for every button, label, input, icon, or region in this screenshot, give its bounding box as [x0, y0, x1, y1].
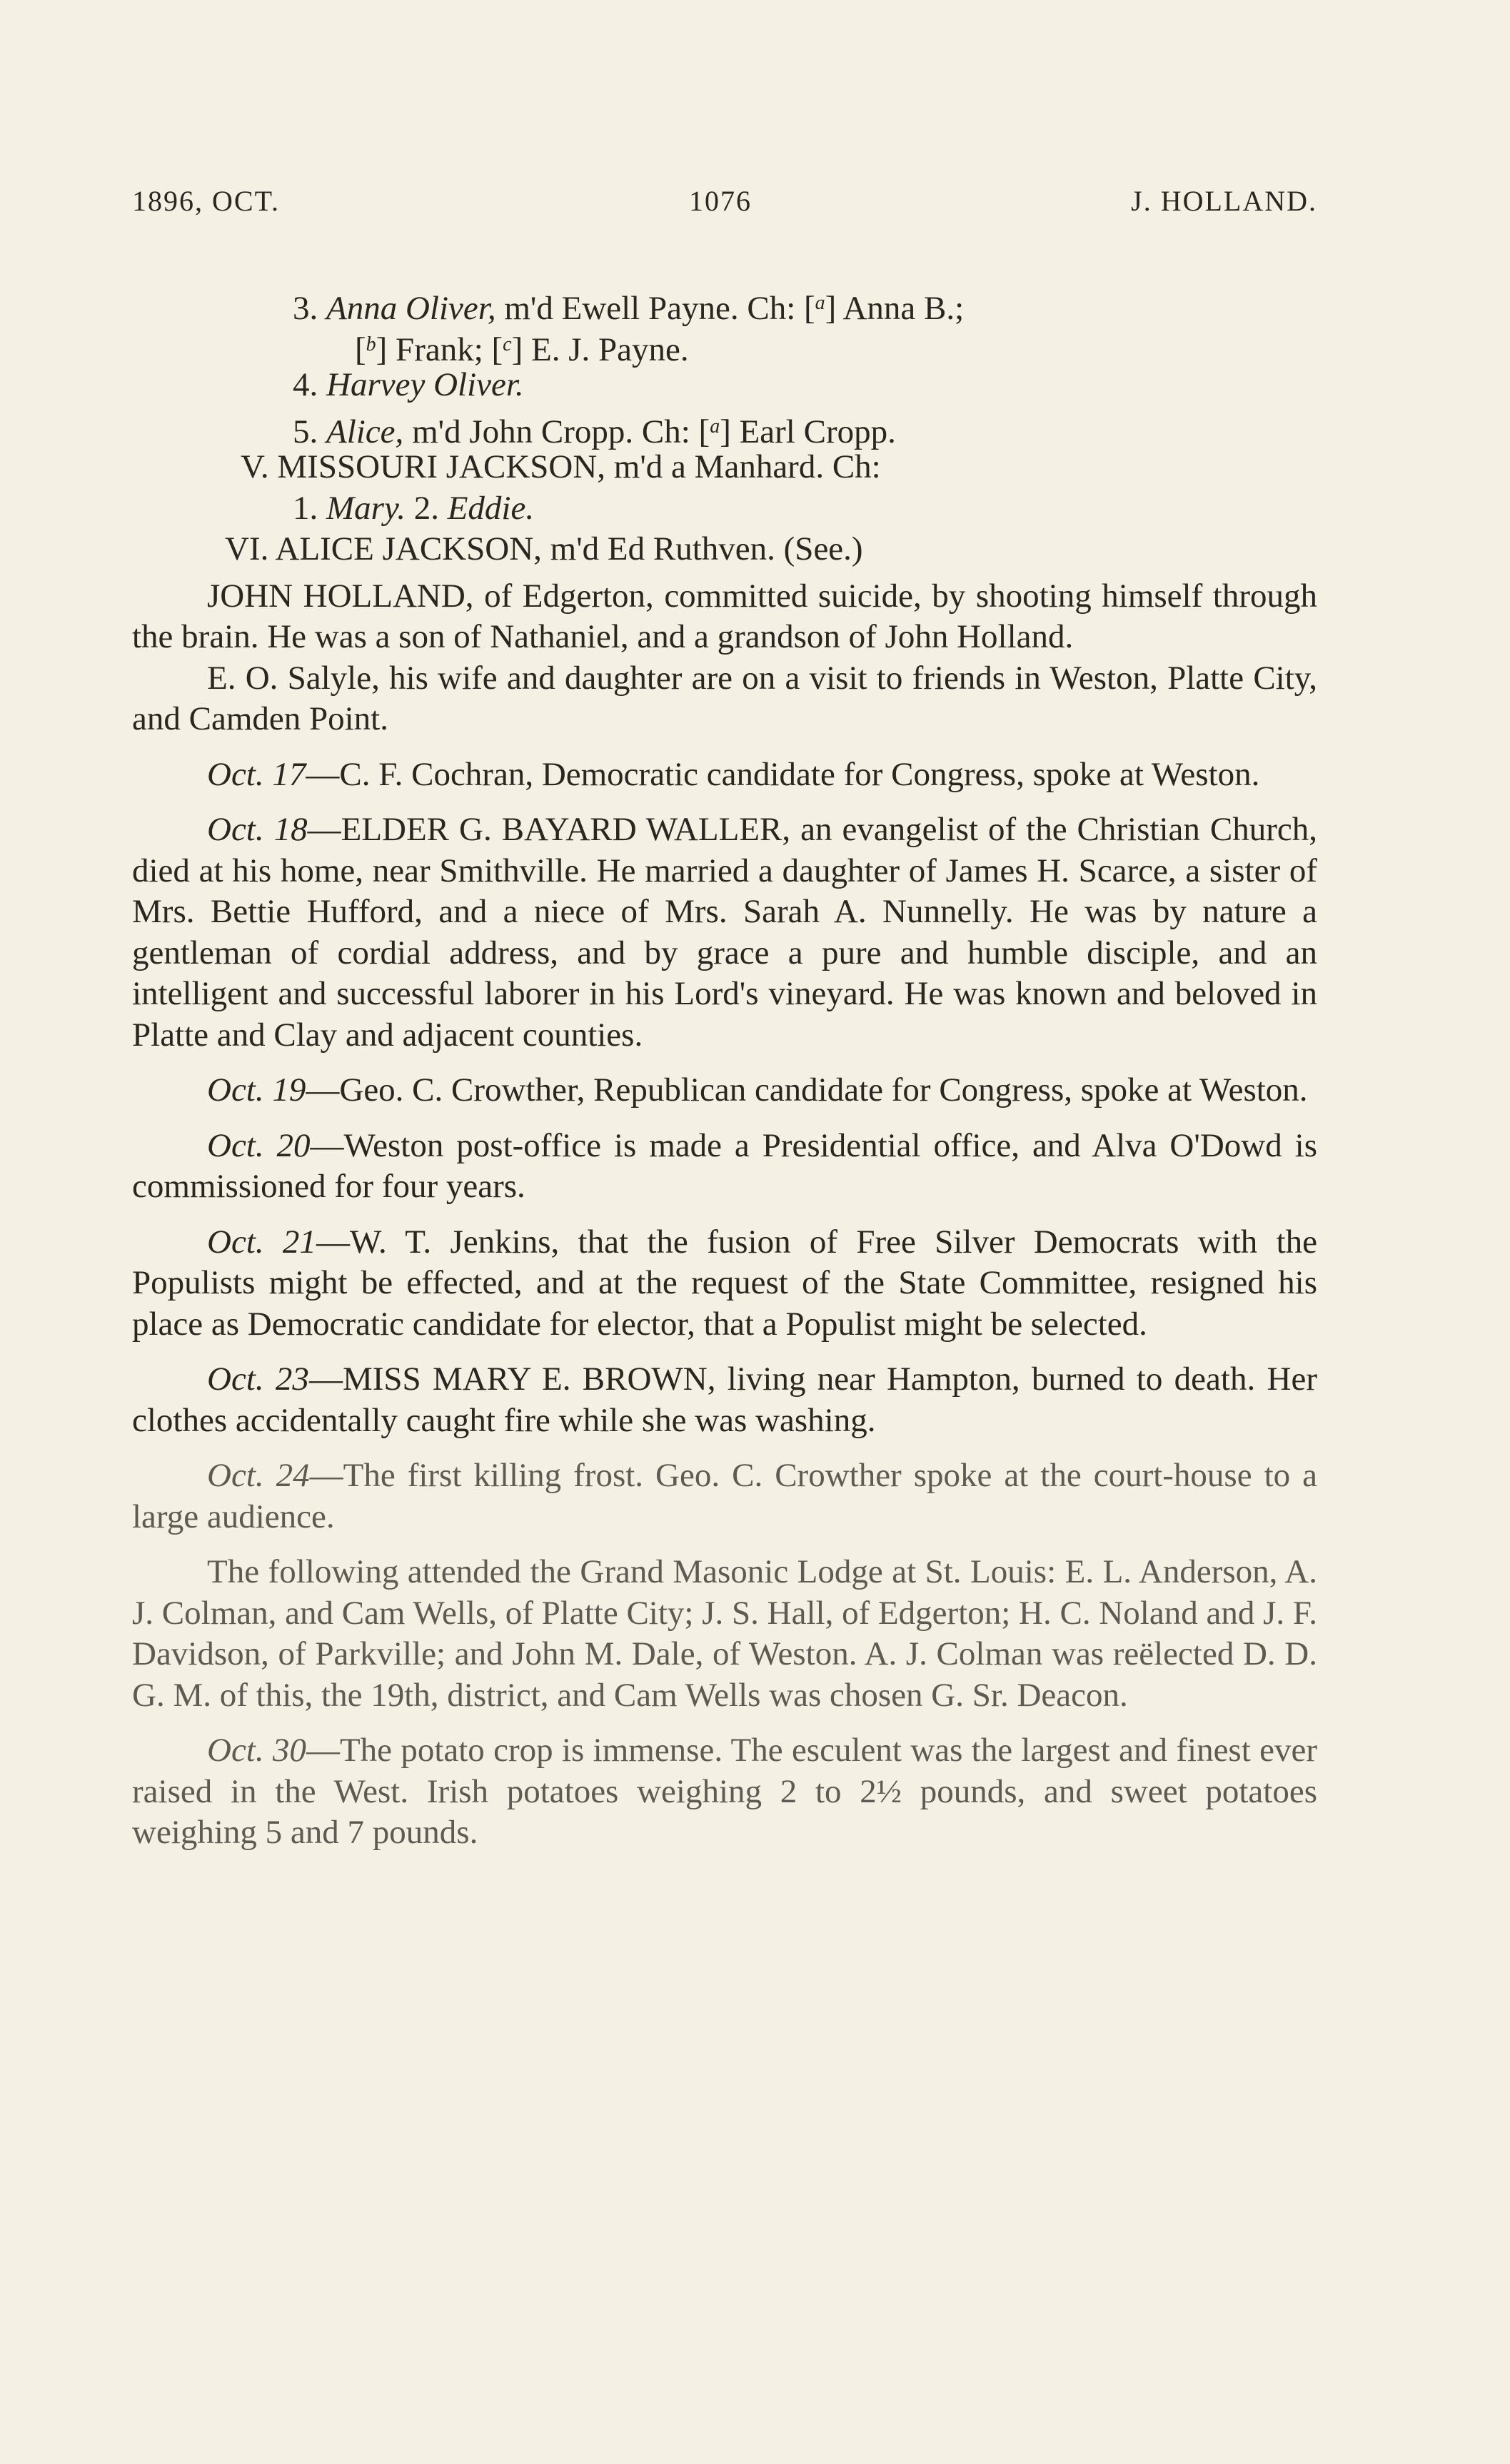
page-body	[132, 283, 1317, 1854]
paragraph-masonic-lodge: The following attended the Grand Masonic Lodge at St. Louis: E. L. Anderson, A. J. Colman, and Cam Wells, of Platte City; J. S. Hall, of Edgerton; H. C. Noland and J. F. Davidson, of Parkville; and John M. Dale, of Weston. A. J. Colman was reëlected D. D. G. M. of this, the 19th, district, and Cam Wells was chosen G. Sr. Deacon.	[132, 1553, 1317, 1714]
genealogy-item-3: 3. Anna Oliver, m'd Ewell Payne. Ch: [$^a$] Anna B.;	[293, 290, 965, 327]
genealogy-item-4: 4. Harvey Oliver.	[293, 366, 524, 403]
entry-date: Oct. 21	[207, 1223, 316, 1261]
entry-date: Oct. 23	[207, 1360, 309, 1398]
entry-oct-21: Oct. 21—W. T. Jenkins, that the fusion of Free Silver Democrats with the Populists might be effected, and at the request of the State Committee, resigned his place as Democratic candidate for elector, that a Populist might be selected.	[132, 1223, 1317, 1343]
entry-date: Oct. 19	[207, 1071, 306, 1109]
genealogy-item-5: 5. Alice, m'd John Cropp. Ch: [$^a$] Earl Cropp.	[293, 413, 896, 450]
entry-oct-23: Oct. 23—MISS MARY E. BROWN, living near Hampton, burned to death. Her clothes accidentally caught fire while she was washing.	[132, 1360, 1317, 1439]
page-number: 1076	[689, 185, 752, 217]
genealogy-item-3-continued: [$^b$] Frank; [$^c$] E. J. Payne.	[355, 330, 689, 368]
genealogy-item-v: V. MISSOURI JACKSON, m'd a Manhard. Ch:	[241, 448, 881, 485]
header-title: J. HOLLAND.	[1131, 185, 1317, 217]
running-header	[132, 184, 1317, 227]
entry-date: Oct. 17	[207, 755, 306, 793]
entry-oct-19: Oct. 19—Geo. C. Crowther, Republican candidate for Congress, spoke at Weston.	[207, 1071, 1308, 1109]
entry-date: Oct. 18	[207, 811, 308, 848]
paragraph-salyle-visit: E. O. Salyle, his wife and daughter are on a visit to friends in Weston, Platte City, and Camden Point.	[132, 659, 1317, 737]
entry-oct-24: Oct. 24—The first killing frost. Geo. C. Crowther spoke at the court-house to a large audience.	[132, 1457, 1317, 1535]
entry-oct-30: Oct. 30—The potato crop is immense. The esculent was the largest and finest ever raised in the West. Irish potatoes weighing 2 to 2½ pounds, and sweet potatoes weighing 5 and 7 pounds.	[132, 1732, 1317, 1851]
genealogy-item-vi: VI. ALICE JACKSON, m'd Ed Ruthven. (See.)	[225, 530, 863, 567]
paragraph-john-holland: JOHN HOLLAND, of Edgerton, committed suicide, by shooting himself through the brain. He was a son of Nathaniel, and a grandson of John Holland.	[132, 577, 1317, 655]
entry-date: Oct. 24	[207, 1457, 310, 1494]
entry-oct-17: Oct. 17—C. F. Cochran, Democratic candidate for Congress, spoke at Weston.	[207, 755, 1260, 793]
genealogy-item-v-children: 1. Mary. 2. Eddie.	[293, 489, 535, 527]
entry-oct-20: Oct. 20—Weston post-office is made a Presidential office, and Alva O'Dowd is commissioned for four years.	[132, 1126, 1317, 1205]
entry-date: Oct. 30	[207, 1732, 306, 1769]
entry-date: Oct. 20	[207, 1126, 311, 1164]
entry-oct-18: Oct. 18—ELDER G. BAYARD WALLER, an evangelist of the Christian Church, died at his home, near Smithville. He married a daughter of James H. Scarce, a sister of Mrs. Bettie Hufford, and a niece of Mrs. Sarah A. Nunnelly. He was by nature a gentleman of cordial address, and by grace a pure and humble disciple, and an intelligent and successful laborer in his Lord's vineyard. He was known and beloved in Platte and Clay and adjacent counties.	[132, 811, 1317, 1054]
header-date: 1896, OCT.	[132, 185, 281, 217]
